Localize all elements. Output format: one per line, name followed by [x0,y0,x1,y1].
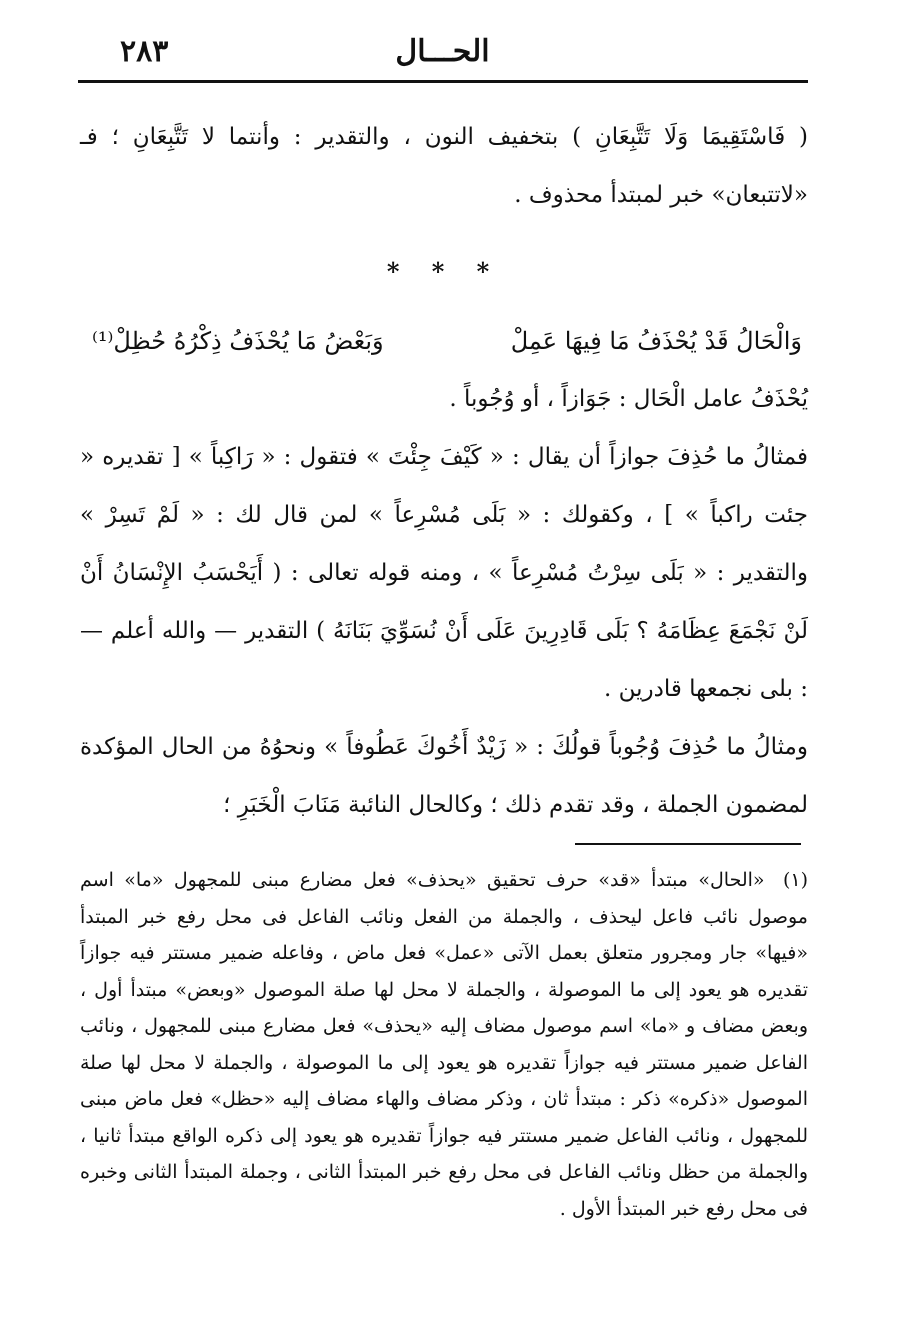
running-title: الحـــال [395,34,490,69]
verse-second-hemistich: وَبَعْضُ مَا يُحْذَفُ ذِكْرُهُ حُظِلْ⁽¹⁾ [92,327,384,355]
footnote [80,862,808,1227]
spacer [80,224,808,252]
footnote-number: (١) [782,869,808,891]
header-rule [78,80,808,83]
paragraph-4: ومثالُ ما حُذِفَ وُجُوباً قولُكَ : « زَيْدٌ أَخُوكَ عَطُوفاً » ونحوُهُ من الحال المؤكدة لمضمون الجملة ، وقد تقدم ذلك ؛ وكالحال النائبة مَنَابَ الْخَبَرِ ؛ [80,734,808,818]
footnote-text: «الحال» مبتدأ «قد» حرف تحقيق «يحذف» فعل مضارع مبنى للمجهول «ما» اسم موصول نائب فاعل ليحذف ، والجملة من الفعل ونائب الفاعل فى محل رفع خبر المبتدأ «فيها» جار ومجرور متعلق بعمل الآتى «عمل» فعل ماض ، وفاعله ضمير مستتر فيه جوازاً تقديره هو يعود إلى ما الموصولة ، والجملة لا محل لها صلة الموصول «وبعض» مبتدأ أول ، وبعض مضاف و «ما» اسم موصول مضاف إليه «يحذف» فعل مضارع مبنى للمجهول ، ونائب الفاعل ضمير مستتر فيه جوازاً تقديره هو يعود إلى ما الموصولة ، والجملة لا محل لها صلة الموصول «ذكره» ذكر : مبتدأ ثان ، وذكر مضاف والهاء مضاف إليه «حظل» فعل ماض مبنى للمجهول ، ونائب الفاعل ضمير مستتر فيه جوازاً تقديره هو يعود إلى ذكره الواقع مبتدأ ثانيا ، والجملة من حظل ونائب الفاعل فى محل رفع خبر المبتدأ الثانى ، وجملة المبتدأ الثانى وخبره فى محل رفع خبر المبتدأ الأول . [80,869,808,1220]
paragraph-3: فمثالُ ما حُذِفَ جوازاً أن يقال : « كَيْفَ جِئْتَ » فتقول : « رَاكِباً » [ تقديره « جئت راكباً » ] ، وكقولك : « بَلَى مُسْرِعاً » لمن قال لك : « لَمْ تَسِرْ » والتقدير : « بَلَى سِرْتُ مُسْرِعاً » ، ومنه قوله تعالى : ( أَيَحْسَبُ الإِنْسَانُ أَنْ لَنْ نَجْمَعَ عِظَامَهُ ؟ بَلَى قَادِرِينَ عَلَى أَنْ نُسَوِّيَ بَنَانَهُ ) التقدير — والله أعلم — : بلى نجمعها قادرين . [80,444,808,702]
page-number: ٢٨٣ [120,34,169,69]
verse-first-hemistich: وَالْحَالُ قَدْ يُحْذَفُ مَا فِيهَا عَمِلْ [510,327,802,355]
main-text [80,108,808,834]
section-separator: * * * [386,257,502,286]
paragraph-2: يُحْذَفُ عامل الْحَال : جَوَازاً ، أو وُجُوباً . [449,386,808,412]
footnote-rule [575,843,801,845]
paragraph-1: ( فَاسْتَقِيمَا وَلَا تَتَّبِعَانِ ) بتخفيف النون ، والتقدير : وأنتما لا تَتَّبِعَانِ ؛ فـ «لاتتبعان» خبر لمبتدأ محذوف . [80,124,808,208]
verse-line [80,312,808,370]
page-header [80,30,805,72]
